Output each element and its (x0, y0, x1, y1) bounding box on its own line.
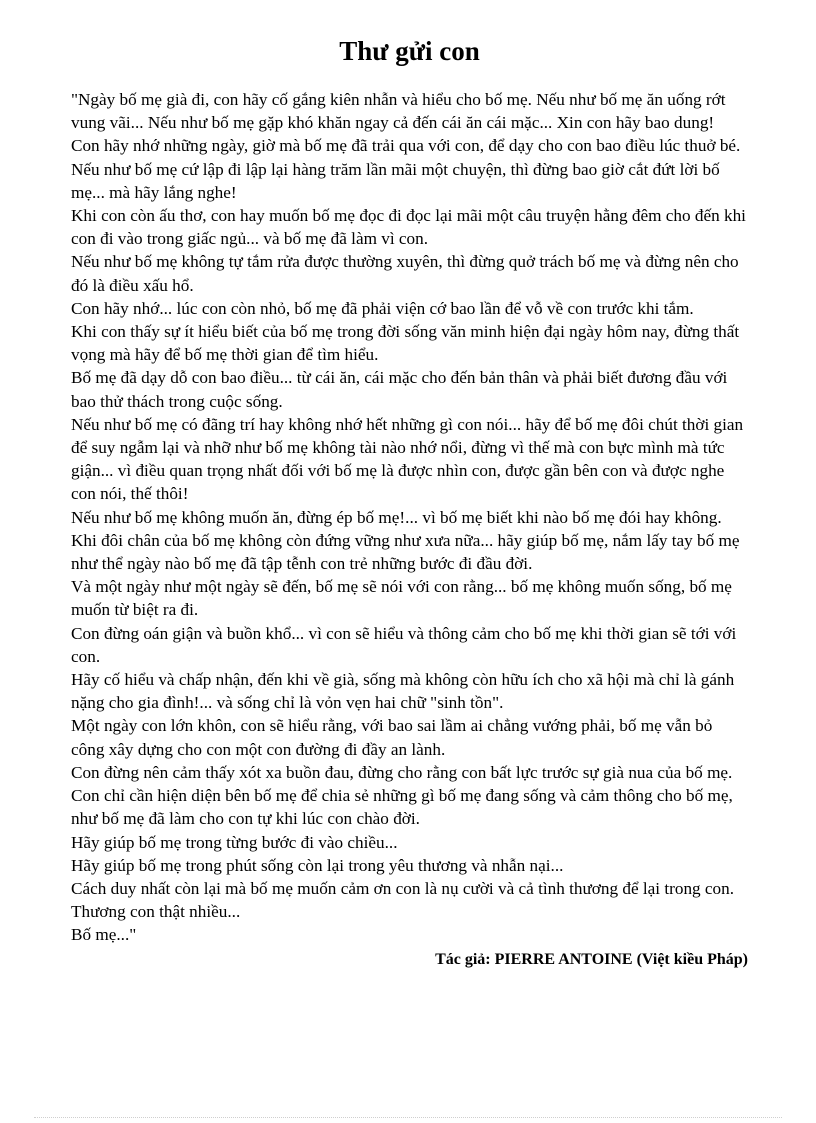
paragraph-6: Con hãy nhớ... lúc con còn nhỏ, bố mẹ đã phải viện cớ bao lần để vỗ về con trước khi tắm. (71, 298, 694, 318)
paragraph-14: Hãy cố hiểu và chấp nhận, đến khi về già, sống mà không còn hữu ích cho xã hội mà chỉ là gánh nặng cho gia đình!... và sống chỉ là vỏn vẹn hai chữ "sinh tồn". (71, 670, 735, 713)
paragraph-9: Nếu như bố mẹ có đãng trí hay không nhớ hết những gì con nói... hãy để bố mẹ đôi chút thời gian để suy ngẫm lại và nhỡ như bố mẹ không tài nào nhớ nổi, đừng vì thế mà con bực mình mà tức giận... vì điều quan trọng nhất đối với bố mẹ là được nhìn con, được gần bên con và được nghe con nói, thế thôi! (71, 414, 744, 504)
letter-body (71, 88, 748, 947)
paragraph-22: Bố mẹ..." (71, 925, 137, 945)
paragraph-8: Bố mẹ đã dạy dỗ con bao điều... từ cái ăn, cái mặc cho đến bản thân và phải biết đương đầu với bao thử thách trong cuộc sống. (71, 368, 728, 411)
paragraph-5: Nếu như bố mẹ không tự tắm rửa được thường xuyên, thì đừng quở trách bố mẹ và đừng nên cho đó là điều xấu hổ. (71, 252, 739, 295)
paragraph-17: Con chỉ cần hiện diện bên bố mẹ để chia sẻ những gì bố mẹ đang sống và cảm thông cho bố mẹ, như bố mẹ đã làm cho con tự khi lúc con chào đời. (71, 786, 733, 829)
paragraph-1: "Ngày bố mẹ già đi, con hãy cố gắng kiên nhẫn và hiểu cho bố mẹ. Nếu như bố mẹ ăn uống rớt vung vãi... Nếu như bố mẹ gặp khó khăn ngay cả đến cái ăn cái mặc... Xin con hãy bao dung! (71, 90, 726, 133)
paragraph-7: Khi con thấy sự ít hiểu biết của bố mẹ trong đời sống văn minh hiện đại ngày hôm nay, đừng thất vọng mà hãy để bố mẹ thời gian để tìm hiểu. (71, 322, 740, 365)
paragraph-15: Một ngày con lớn khôn, con sẽ hiểu rằng, với bao sai lầm ai chẳng vướng phải, bố mẹ vẫn bỏ công xây dựng cho con một con đường đi đầy an lành. (71, 716, 713, 759)
paragraph-2: Con hãy nhớ những ngày, giờ mà bố mẹ đã trải qua với con, để dạy cho con bao điều lúc thuở bé. (71, 136, 741, 156)
author-line: Tác giả: PIERRE ANTOINE (Việt kiều Pháp) (435, 950, 748, 968)
page-bottom-divider (34, 1117, 782, 1118)
paragraph-21: Thương con thật nhiều... (71, 902, 241, 922)
paragraph-10: Nếu như bố mẹ không muốn ăn, đừng ép bố mẹ!... vì bố mẹ biết khi nào bố mẹ đói hay không. (71, 507, 722, 527)
paragraph-3: Nếu như bố mẹ cứ lập đi lập lại hàng trăm lần mãi một chuyện, thì đừng bao giờ cắt đứt lời bố mẹ... mà hãy lắng nghe! (71, 159, 720, 202)
paragraph-18: Hãy giúp bố mẹ trong từng bước đi vào chiều... (71, 832, 398, 852)
paragraph-19: Hãy giúp bố mẹ trong phút sống còn lại trong yêu thương và nhẫn nại... (71, 855, 564, 875)
paragraph-13: Con đừng oán giận và buồn khổ... vì con sẽ hiểu và thông cảm cho bố mẹ khi thời gian sẽ tới với con. (71, 623, 737, 666)
paragraph-12: Và một ngày như một ngày sẽ đến, bố mẹ sẽ nói với con rằng... bố mẹ không muốn sống, bố mẹ muốn từ biệt ra đi. (71, 577, 732, 620)
paragraph-4: Khi con còn ấu thơ, con hay muốn bố mẹ đọc đi đọc lại mãi một câu truyện hằng đêm cho đến khi con đi vào trong giấc ngủ... và bố mẹ đã làm vì con. (71, 206, 746, 249)
paragraph-11: Khi đôi chân của bố mẹ không còn đứng vững như xưa nữa... hãy giúp bố mẹ, nắm lấy tay bố mẹ như thể ngày nào bố mẹ đã tập tễnh con trẻ những bước đi đầu đời. (71, 530, 740, 574)
paragraph-20: Cách duy nhất còn lại mà bố mẹ muốn cảm ơn con là nụ cười và cả tình thương để lại trong con. (71, 878, 735, 898)
letter-title: Thư gửi con (339, 36, 480, 66)
paragraph-16: Con đừng nên cảm thấy xót xa buồn đau, đừng cho rằng con bất lực trước sự già nua của bố mẹ. (71, 762, 733, 782)
